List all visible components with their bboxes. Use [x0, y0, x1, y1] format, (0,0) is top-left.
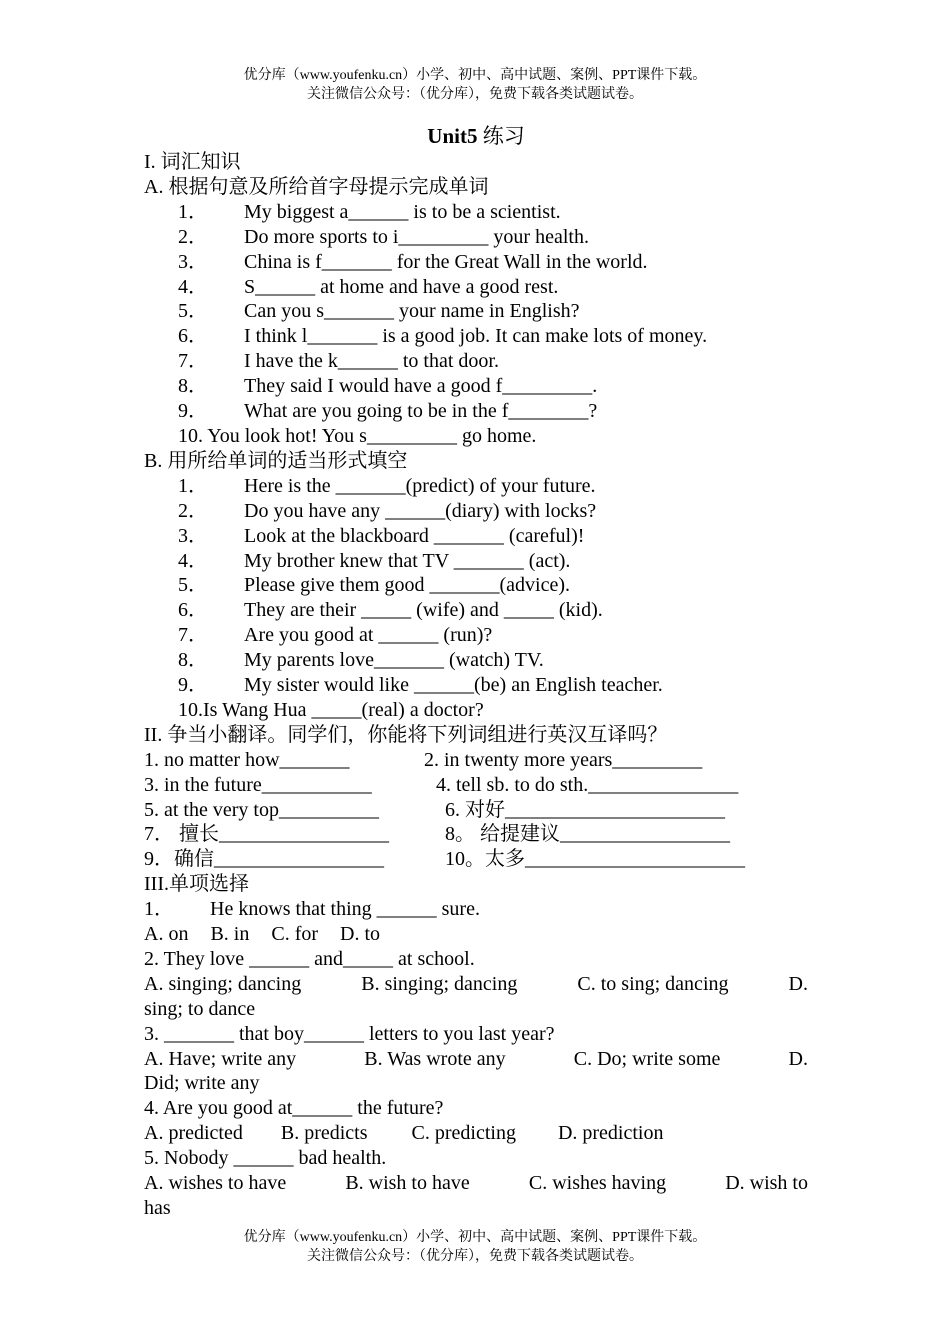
translation-table: [144, 748, 808, 872]
item-text: Can you s_______ your name in English?: [244, 300, 580, 323]
option-d: D.: [788, 1047, 808, 1070]
item-text: 10.Is Wang Hua _____(real) a doctor?: [178, 698, 484, 721]
item-text: Please give them good _______(advice).: [244, 574, 571, 597]
item-number: 8．: [178, 649, 208, 672]
item-text: I think l_______ is a good job. It can make lots of money.: [244, 325, 708, 348]
list-item: [144, 573, 808, 598]
section-1-heading: I. 词汇知识: [144, 151, 241, 173]
item-number: 8．: [178, 375, 208, 398]
list-item: [144, 499, 808, 524]
option-a: A. on: [144, 923, 189, 946]
list-item: [144, 673, 808, 698]
header-line-2: 关注微信公众号：（优分库），免费下载各类试题试卷。: [307, 87, 643, 102]
question-number: 1．: [144, 898, 174, 921]
list-item: [144, 200, 808, 225]
option-b: B. Was wrote any: [364, 1047, 506, 1070]
item-number: 3．: [178, 250, 208, 273]
list-item: [144, 374, 808, 399]
part-b-list: [144, 474, 808, 723]
list-item: [144, 474, 808, 499]
question-options: [144, 922, 808, 947]
translation-left: 5. at the very top__________: [144, 798, 379, 821]
item-text: My biggest a______ is to be a scientist.: [244, 200, 561, 223]
translation-right: 8。 给提建议_________________: [445, 823, 730, 846]
option-a: A. wishes to have: [144, 1172, 287, 1195]
list-item: [144, 598, 808, 623]
item-text: What are you going to be in the f________?: [244, 400, 598, 423]
translation-right: 2. in twenty more years_________: [424, 748, 703, 771]
option-b: B. wish to have: [345, 1172, 470, 1195]
question-stem: 2. They love ______ and_____ at school.: [144, 947, 475, 970]
translation-row: [144, 748, 808, 773]
section-2-heading: II. 争当小翻译。同学们，你能将下列词组进行英汉互译吗？: [144, 723, 668, 746]
item-number: 1．: [178, 474, 208, 497]
list-item: [144, 399, 808, 424]
item-text: China is f_______ for the Great Wall in the world.: [244, 250, 648, 273]
title-bold: Unit5: [427, 124, 478, 148]
item-text: Look at the blackboard _______ (careful)!: [244, 524, 585, 547]
item-number: 4．: [178, 275, 208, 298]
option-b: B. predicts: [280, 1122, 368, 1145]
item-text: They are their _____ (wife) and _____ (kid).: [244, 599, 603, 622]
item-number: 5．: [178, 300, 208, 323]
option-a: A. predicted: [144, 1122, 243, 1145]
question-options: [144, 972, 808, 997]
option-c: C. Do; write some: [573, 1047, 721, 1070]
translation-row: [144, 773, 808, 798]
worksheet-body: [144, 122, 808, 1221]
item-text: My brother knew that TV _______ (act).: [244, 549, 571, 572]
item-text: Here is the _______(predict) of your future.: [244, 474, 596, 497]
option-d: D. to: [340, 923, 381, 946]
question-options: [144, 1121, 808, 1146]
question-stem: [144, 897, 808, 922]
option-d: D. wish to: [725, 1172, 808, 1195]
part-b-heading: B. 用所给单词的适当形式填空: [144, 449, 408, 472]
part-a-list: [144, 200, 808, 449]
list-item: [144, 275, 808, 300]
translation-row: [144, 822, 808, 847]
item-number: 2．: [178, 225, 208, 248]
item-text: I have the k______ to that door.: [244, 350, 499, 373]
item-number: 7．: [178, 350, 208, 373]
list-item: [144, 349, 808, 374]
list-item: [144, 299, 808, 324]
list-item: [144, 424, 808, 449]
list-item: [144, 623, 808, 648]
item-text: Do you have any ______(diary) with locks?: [244, 499, 597, 522]
translation-right: 4. tell sb. to do sth._______________: [436, 773, 739, 796]
option-continuation: Did; write any: [144, 1072, 260, 1095]
question-options: [144, 1047, 808, 1072]
item-text: S______ at home and have a good rest.: [244, 275, 559, 298]
option-a: A. Have; write any: [144, 1047, 297, 1070]
item-number: 4．: [178, 549, 208, 572]
translation-row: [144, 847, 808, 872]
translation-row: [144, 798, 808, 823]
translation-right: 10。太多______________________: [445, 848, 745, 871]
item-number: 2．: [178, 499, 208, 522]
question-stem: 4. Are you good at______ the future?: [144, 1097, 444, 1120]
footer-line-1: 优分库（www.youfenku.cn）小学、初中、高中试题、案例、PPT课件下载。: [243, 1230, 707, 1245]
list-item: [144, 524, 808, 549]
page-title: [144, 122, 808, 150]
item-text: They said I would have a good f_________.: [244, 375, 598, 398]
item-number: 3．: [178, 524, 208, 547]
footer-line-2: 关注微信公众号：（优分库），免费下载各类试题试卷。: [307, 1249, 643, 1264]
page-footer: [0, 1228, 950, 1266]
question-options: [144, 1171, 808, 1196]
list-item: [144, 324, 808, 349]
section-3-heading: III.单项选择: [144, 873, 249, 896]
option-c: C. wishes having: [528, 1172, 667, 1195]
item-text: Do more sports to i_________ your health.: [244, 225, 589, 248]
item-number: 9．: [178, 674, 208, 697]
option-d: D.: [788, 972, 808, 995]
translation-right: 6. 对好______________________: [445, 798, 725, 821]
translation-left: 7． 擅长_________________: [144, 823, 389, 846]
option-a: A. singing; dancing: [144, 972, 302, 995]
list-item: [144, 225, 808, 250]
option-c: C. to sing; dancing: [577, 972, 729, 995]
option-b: B. singing; dancing: [361, 972, 518, 995]
translation-left: 1. no matter how_______: [144, 748, 350, 771]
option-c: C. for: [271, 923, 319, 946]
list-item: [144, 549, 808, 574]
item-number: 5．: [178, 574, 208, 597]
list-item: [144, 698, 808, 723]
list-item: [144, 648, 808, 673]
option-d: D. prediction: [557, 1122, 664, 1145]
item-text: Are you good at ______ (run)?: [244, 624, 493, 647]
option-continuation: sing; to dance: [144, 997, 256, 1020]
item-number: 6．: [178, 325, 208, 348]
translation-left: 3. in the future___________: [144, 773, 372, 796]
item-text: My parents love_______ (watch) TV.: [244, 649, 544, 672]
title-rest: 练习: [477, 124, 525, 148]
item-number: 6．: [178, 599, 208, 622]
part-a-heading: A. 根据句意及所给首字母提示完成单词: [144, 175, 489, 198]
question-text: He knows that thing ______ sure.: [210, 898, 480, 921]
item-number: 1．: [178, 200, 208, 223]
item-text: 10. You look hot! You s_________ go home.: [178, 424, 537, 447]
header-line-1: 优分库（www.youfenku.cn）小学、初中、高中试题、案例、PPT课件下载。: [243, 68, 707, 83]
option-b: B. in: [210, 923, 250, 946]
item-number: 9．: [178, 400, 208, 423]
question-stem: 3. _______ that boy______ letters to you last year?: [144, 1022, 555, 1045]
list-item: [144, 250, 808, 275]
option-c: C. predicting: [411, 1122, 516, 1145]
question-stem: 5. Nobody ______ bad health.: [144, 1147, 387, 1170]
item-number: 7．: [178, 624, 208, 647]
page-header: [0, 66, 950, 104]
option-continuation: has: [144, 1196, 171, 1219]
item-text: My sister would like ______(be) an English teacher.: [244, 674, 663, 697]
translation-left: 9．确信_________________: [144, 848, 384, 871]
